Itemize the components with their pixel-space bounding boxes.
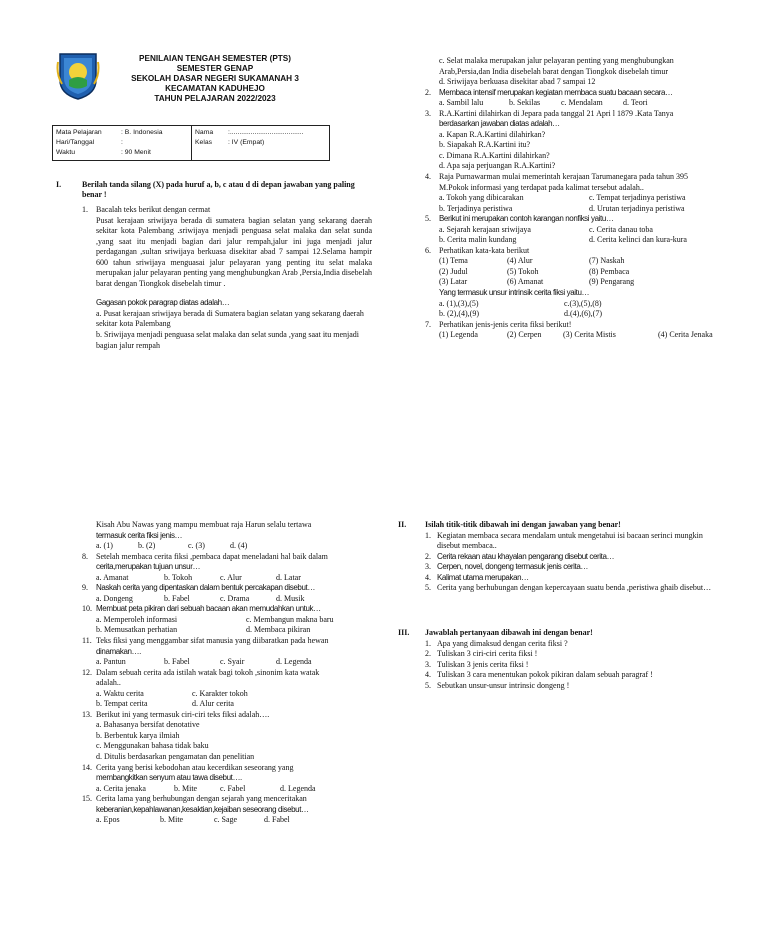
section-2-instruction: Isilah titik-titik dibawah ini dengan jawaban yang benar! — [425, 520, 621, 529]
q6-item: (8) Pembaca — [589, 266, 630, 276]
q8-option-b[interactable]: b. Tokoh — [164, 572, 193, 582]
q15-text: Cerita lama yang berhubungan dengan sejarah yang menceritakan — [96, 794, 307, 804]
q6-option-c[interactable]: c.(3),(5),(8) — [564, 298, 602, 308]
q13-option-b[interactable]: b. Berbentuk karya ilmiah — [96, 730, 180, 740]
q15-option-a[interactable]: a. Epos — [96, 815, 120, 825]
s3-item-number: 1. — [425, 638, 431, 648]
q13-option-d[interactable]: d. Ditulis berdasarkan pengamatan dan penelitian — [96, 752, 255, 762]
q6-item: (2) Judul — [439, 266, 468, 276]
q5-text: Berikut ini merupakan contoh karangan nonfiksi yaitu… — [439, 214, 614, 224]
header-title: PENILAIAN TENGAH SEMESTER (PTS) — [139, 54, 291, 63]
time-label: Waktu — [56, 149, 76, 156]
s2-item-text: Cerita yang berhubungan dengan kepercayaan suatu benda ,peristiwa ghaib disebut… — [437, 583, 712, 593]
s3-item-text: Apa yang dimaksud dengan cerita fiksi ? — [437, 638, 568, 648]
header-district: KECAMATAN KADUHEJO — [165, 84, 265, 93]
q2-option-a[interactable]: a. Sambil lalu — [439, 98, 484, 108]
q11-option-a[interactable]: a. Pantun — [96, 657, 126, 667]
q15-number: 15. — [82, 794, 92, 804]
q7-option-b[interactable]: b. (2) — [138, 541, 156, 551]
q12-option-c[interactable]: c. Karakter tokoh — [192, 688, 248, 698]
class-label: Kelas — [195, 139, 213, 146]
q6-items-row-1 — [425, 256, 715, 267]
q6-item: (9) Pengarang — [589, 277, 635, 287]
q4-text: Raja Purnawarman mulai memerintah kerajaan Tarumanegara pada tahun 395 M.Pokok informasi yang terdapat pada kalimat tersebut adalah.. — [439, 172, 688, 192]
q4-option-b[interactable]: b. Terjadinya peristiwa — [439, 203, 513, 213]
s2-item-text: Cerita rekaan atau khayalan pengarang disebut cerita… — [437, 551, 615, 561]
q10-option-c[interactable]: c. Membangun makna baru — [246, 614, 334, 624]
s2-item-text: Cerpen, novel, dongeng termasuk jenis cerita… — [437, 562, 588, 572]
q6-item: (6) Amanat — [507, 277, 544, 287]
s3-item-number: 3. — [425, 659, 431, 669]
q7-question: termasuk cerita fiksi jenis… — [96, 530, 183, 540]
section-1-instruction: Berilah tanda silang (X) pada huruf a, b, c atau d di depan jawaban yang paling benar ! — [82, 180, 355, 200]
q7-option-d[interactable]: d. (4) — [230, 541, 248, 551]
q1-passage: Pusat kerajaan sriwijaya berada di sumatera bagian selatan yang sekarang daerah sekitar kota Palembang .sriwijaya menjadi penguasa selat malaka dan selat sunda ,yang saat itu menjadi bagian dari jalur rempah,jalur ini juga menjadi jalur perdagangan ,sultan sriwijaya berkuasa disekitar abad 7 sampai 12.Selama hampir 600 tahun sriwijaya menguasai jalur pelayaran yang penting itu selat malaka merupakan jalur pelayaran penting yang menghubungkan Arab ,Persia,India disebelah barat dengan Tiongkok disebelah timur . — [96, 215, 372, 288]
q15-option-b[interactable]: b. Mite — [160, 815, 184, 825]
q6-items-row-2 — [425, 267, 715, 278]
q7-number: 7. — [425, 319, 431, 329]
header-semester: SEMESTER GENAP — [176, 64, 254, 73]
q8-text-2: cerita,merupakan tujuan unsur… — [96, 562, 201, 572]
q7-items — [425, 330, 715, 341]
q12-option-d[interactable]: d. Alur cerita — [192, 699, 234, 709]
q9-number: 9. — [82, 583, 88, 593]
q6-item: (1) Tema — [439, 256, 468, 266]
q2-number: 2. — [425, 87, 431, 97]
section-3 — [398, 628, 718, 691]
header-year: TAHUN PELAJARAN 2022/2023 — [154, 94, 276, 103]
q3-text-2: berdasarkan jawaban diatas adalah… — [439, 119, 560, 129]
q6-option-d[interactable]: d.(4),(6),(7) — [564, 309, 602, 319]
section-3-number: III. — [398, 628, 410, 637]
q7-item: (4) Cerita Jenaka — [658, 330, 713, 340]
q8-option-a[interactable]: a. Amanat — [96, 572, 129, 582]
q15-option-c[interactable]: c. Sage — [214, 815, 238, 825]
q3-option-c[interactable]: c. Dimana R.A.Kartini dilahirkan? — [439, 150, 550, 160]
q7-continuation: Kisah Abu Nawas yang mampu membuat raja Harun selalu tertawa — [96, 520, 312, 529]
s3-item-text: Tuliskan 3 cara menentukan pokok pikiran dalam sebuah paragraf ! — [437, 670, 653, 680]
q14-option-b[interactable]: b. Mite — [174, 783, 198, 793]
school-emblem-icon — [56, 50, 100, 100]
section-2 — [398, 520, 718, 594]
header-school: SEKOLAH DASAR NEGERI SUKAMANAH 3 — [131, 74, 299, 83]
q3-option-a[interactable]: a. Kapan R.A.Kartini dilahirkan? — [439, 129, 546, 139]
q2-text: Membaca intensif merupakan kegiatan membaca suatu bacaan secara… — [439, 87, 673, 97]
s2-item-text: Kalimat utama merupakan… — [437, 572, 529, 582]
q9-option-d[interactable]: d. Musik — [276, 593, 305, 603]
subject-label: Mata Pelajaran — [56, 129, 102, 136]
q1-number: 1. — [82, 205, 88, 214]
s3-item-text: Sebutkan unsur-unsur intrinsic dongeng ! — [437, 680, 570, 690]
q1-option-a[interactable]: a. Pusat kerajaan sriwijaya berada di Sumatera bagian selatan yang sekarang daerah sekitar kota Palembang — [96, 308, 364, 329]
s3-item-number: 2. — [425, 649, 431, 659]
info-divider — [191, 126, 192, 160]
q7-text: Perhatikan jenis-jenis cerita fiksi berikut! — [439, 319, 572, 329]
name-value: :....................................... — [228, 129, 304, 136]
s2-item-number: 3. — [425, 562, 431, 572]
q6-text: Perhatikan kata-kata berikut — [439, 245, 530, 255]
q1-option-b[interactable]: b. Sriwijaya menjadi penguasa selat malaka dan selat sunda ,yang saat itu menjadi bagian jalur rempah — [96, 330, 360, 350]
q11-option-b[interactable]: b. Fabel — [164, 657, 190, 667]
q1-option-d[interactable]: d. Sriwijaya berkuasa disekitar abad 7 sampai 12 — [439, 77, 596, 87]
s2-item-number: 2. — [425, 551, 431, 561]
q11-text: Teks fiksi yang menggambar sifat manusia yang diibaratkan pada hewan — [96, 636, 329, 646]
q8-number: 8. — [82, 551, 88, 561]
q5-number: 5. — [425, 214, 431, 224]
q2-option-d[interactable]: d. Teori — [623, 98, 648, 108]
q8-option-d[interactable]: d. Latar — [276, 572, 301, 582]
s3-item-number: 4. — [425, 670, 431, 680]
q6-question: Yang termasuk unsur intrinsik cerita fiksi yaitu… — [439, 288, 590, 298]
q14-text: Cerita yang berisi kebodohan atau kecerdikan seseorang yang — [96, 762, 294, 772]
q7-item: (2) Cerpen — [507, 330, 542, 340]
question-1 — [82, 205, 372, 351]
q8-option-c[interactable]: c. Alur — [220, 572, 242, 582]
exam-header — [110, 54, 320, 104]
q12-text-2: adalah.. — [96, 678, 121, 688]
s3-item-text: Tuliskan 3 jenis cerita fiksi ! — [437, 659, 529, 669]
q10-option-d[interactable]: d. Membaca pikiran — [246, 625, 311, 635]
q9-option-a[interactable]: a. Dongeng — [96, 593, 133, 603]
q6-number: 6. — [425, 245, 431, 255]
q6-item: (3) Latar — [439, 277, 468, 287]
q3-option-d[interactable]: d. Apa saja perjuangan R.A.Kartini? — [439, 161, 556, 171]
s2-item-number: 4. — [425, 572, 431, 582]
q3-number: 3. — [425, 108, 431, 118]
s2-item-text: Kegiatan membaca secara mendalam untuk mengetahui isi bacaan serinci mungkin disebut membaca.. — [437, 530, 703, 551]
q14-text-2: membangkitkan senyum atau tawa disebut…. — [96, 773, 242, 783]
q3-option-b[interactable]: b. Siapakah R.A.Kartini itu? — [439, 140, 531, 150]
s2-item-number: 1. — [425, 530, 431, 540]
q6-item: (5) Tokoh — [507, 266, 539, 276]
q4-option-d[interactable]: d. Urutan terjadinya peristiwa — [589, 203, 685, 213]
q2-options — [425, 98, 715, 109]
date-value: : — [121, 139, 123, 146]
q1-question: Gagasan pokok paragrap diatas adalah… — [96, 298, 230, 308]
s2-item-number: 5. — [425, 583, 431, 593]
q6-items-row-3 — [425, 277, 715, 288]
time-value: : 90 Menit — [121, 149, 151, 156]
q11-option-d[interactable]: d. Legenda — [276, 657, 312, 667]
q4-option-c[interactable]: c. Tempat terjadinya peristiwa — [589, 193, 686, 203]
q2-option-b[interactable]: b. Sekilas — [509, 98, 541, 108]
q4-option-a[interactable]: a. Tokoh yang dibicarakan — [439, 193, 524, 203]
q6-option-b[interactable]: b. (2),(4),(9) — [439, 309, 479, 319]
date-label: Hari/Tanggal — [56, 139, 95, 146]
q3-text: R.A.Kartini dilahirkan di Jepara pada tanggal 21 Apri l 1879 .Kata Tanya — [439, 108, 674, 118]
q13-option-c[interactable]: c. Menggunakan bahasa tidak baku — [96, 741, 209, 751]
q6-item: (7) Naskah — [589, 256, 625, 266]
q15-option-d[interactable]: d. Fabel — [264, 815, 290, 825]
q1-option-c[interactable]: c. Selat malaka merupakan jalur pelayaran penting yang menghubungkan Arab,Persia,dan India disebelah barat dengan Tiongkok disebelah timur — [439, 56, 674, 76]
q11-text-2: dinamakan…. — [96, 646, 141, 656]
q11-option-c[interactable]: c. Syair — [220, 657, 245, 667]
q5-option-a[interactable]: a. Sejarah kerajaan sriwijaya — [439, 224, 531, 234]
q10-option-a[interactable]: a. Memperoleh informasi — [96, 614, 178, 624]
q14-option-d[interactable]: d. Legenda — [280, 783, 316, 793]
q14-option-a[interactable]: a. Cerita jenaka — [96, 783, 146, 793]
right-column-top — [425, 56, 715, 341]
q9-text: Naskah cerita yang dipentaskan dalam bentuk percakapan disebut… — [96, 583, 315, 593]
section-3-instruction: Jawablah pertanyaan dibawah ini dengan benar! — [425, 628, 593, 637]
q6-item: (4) Alur — [507, 256, 533, 266]
q11-number: 11. — [82, 636, 92, 646]
q10-option-b[interactable]: b. Memusatkan perhatian — [96, 625, 178, 635]
q12-option-b[interactable]: b. Tempat cerita — [96, 699, 148, 709]
q9-option-c[interactable]: c. Drama — [220, 593, 250, 603]
q6-option-a[interactable]: a. (1),(3),(5) — [439, 298, 479, 308]
q5-option-d[interactable]: d. Cerita kelinci dan kura-kura — [589, 235, 687, 245]
student-info-box — [52, 125, 330, 161]
q12-number: 12. — [82, 667, 92, 677]
q10-number: 10. — [82, 604, 92, 614]
q14-option-c[interactable]: c. Fabel — [220, 783, 246, 793]
q15-text-2: keberanian,kepahlawanan,kesaktian,kejaiban seseorang disebut… — [96, 804, 309, 814]
q5-option-c[interactable]: c. Cerita danau toba — [589, 224, 653, 234]
class-value: : IV (Empat) — [228, 139, 265, 146]
q13-option-a[interactable]: a. Bahasanya bersifat denotative — [96, 720, 200, 730]
s3-item-text: Tuliskan 3 ciri-ciri cerita fiksi ! — [437, 649, 538, 659]
q5-option-b[interactable]: b. Cerita malin kundang — [439, 235, 517, 245]
q13-text: Berikut ini yang termasuk ciri-ciri teks fiksi adalah…. — [96, 709, 270, 719]
q12-option-a[interactable]: a. Waktu cerita — [96, 688, 144, 698]
q12-text: Dalam sebuah cerita ada istilah watak bagi tokoh ,sinonim kata watak — [96, 667, 320, 677]
section-1-number: I. — [56, 180, 62, 189]
q7-option-c[interactable]: c. (3) — [188, 541, 205, 551]
q7-item: (3) Cerita Mistis — [563, 330, 616, 340]
q1-intro: Bacalah teks berikut dengan cermat — [96, 205, 211, 214]
q7-option-a[interactable]: a. (1) — [96, 541, 113, 551]
s3-item-number: 5. — [425, 680, 431, 690]
q7-item: (1) Legenda — [439, 330, 478, 340]
subject-value: : B. Indonesia — [121, 129, 163, 136]
section-2-number: II. — [398, 520, 407, 529]
name-label: Nama — [195, 129, 214, 136]
q14-number: 14. — [82, 762, 92, 772]
q9-option-b[interactable]: b. Fabel — [164, 593, 190, 603]
q13-number: 13. — [82, 709, 92, 719]
q4-number: 4. — [425, 172, 431, 182]
q2-option-c[interactable]: c. Mendalam — [561, 98, 603, 108]
left-column-bottom — [82, 520, 372, 826]
q8-text: Setelah membaca cerita fiksi ,pembaca dapat meneladani hal baik dalam — [96, 551, 328, 561]
q10-text: Membuat peta pikiran dari sebuah bacaan akan memudahkan untuk… — [96, 604, 321, 614]
